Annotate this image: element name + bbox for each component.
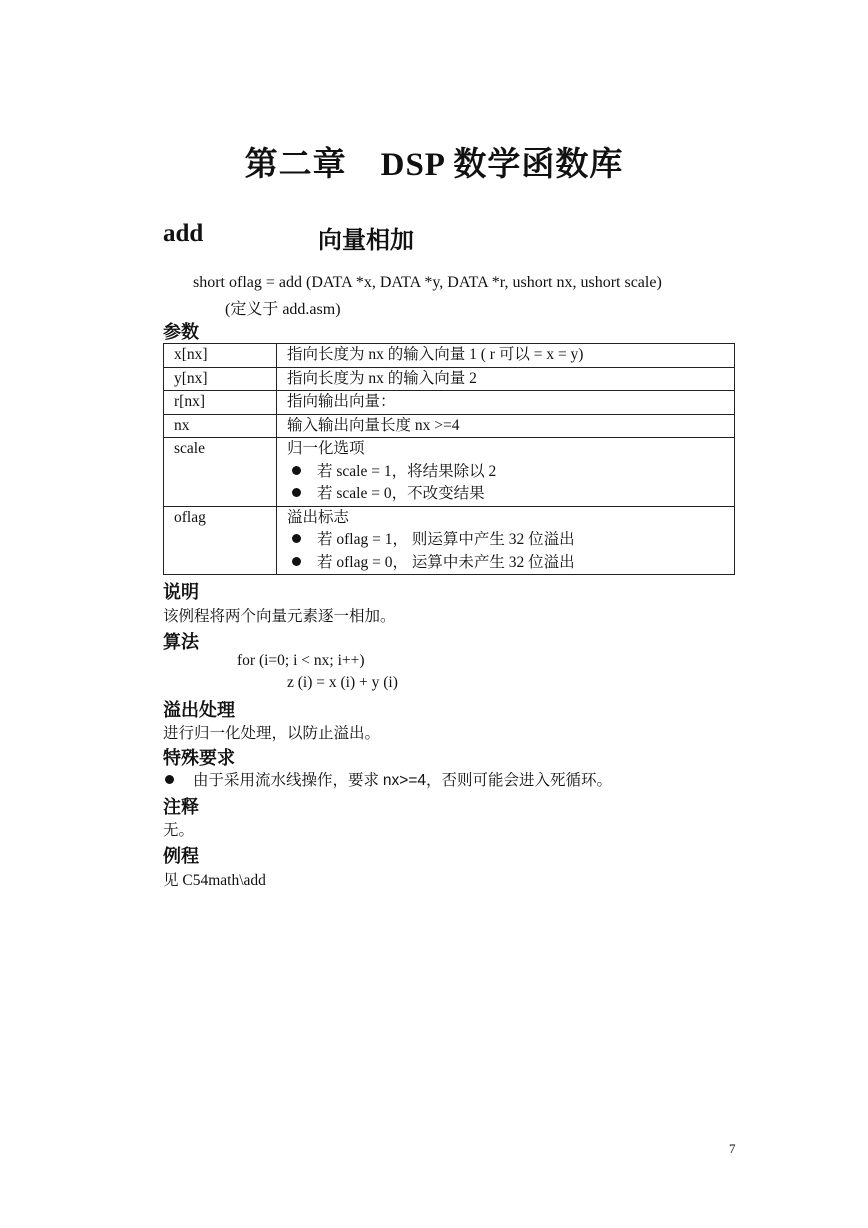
param-bullet-text: 若 scale = 1，将结果除以 2: [317, 462, 497, 480]
section-heading-notes: 注释: [163, 797, 199, 818]
explanation-text: 该例程将两个向量元素逐一相加。: [163, 608, 396, 625]
table-row: [164, 506, 735, 575]
param-name: y[nx]: [164, 367, 277, 391]
defined-in: (定义于 add.asm): [225, 301, 341, 318]
section-heading-special: 特殊要求: [163, 748, 235, 769]
example-text: 见 C54math\add: [163, 872, 266, 889]
table-row: [164, 438, 735, 507]
param-name: x[nx]: [164, 344, 277, 368]
param-bullet-text: 若 oflag = 1， 则运算中产生 32 位溢出: [317, 531, 575, 548]
special-req-text-before: 由于采用流水线操作，要求: [193, 772, 383, 789]
param-desc-cell: [277, 438, 735, 507]
function-prototype: short oflag = add (DATA *x, DATA *y, DATA *r, ushort nx, ushort scale): [193, 274, 662, 291]
special-requirement: [163, 768, 612, 790]
section-heading-params: 参数: [163, 322, 199, 343]
param-name: nx: [164, 414, 277, 438]
section-heading-algorithm: 算法: [163, 632, 199, 653]
param-bullet-item: [287, 552, 734, 575]
section-heading-overflow: 溢出处理: [163, 700, 235, 721]
bullet-icon: [287, 529, 317, 552]
param-desc: 溢出标志: [287, 508, 350, 526]
param-bullet-text: 若 oflag = 0， 运算中未产生 32 位溢出: [317, 553, 575, 571]
param-desc: 指向长度为 nx 的输入向量 1 ( r 可以 = x = y): [277, 344, 735, 368]
param-bullet-item: [287, 529, 734, 552]
bullet-icon: [287, 483, 317, 506]
params-table: [163, 343, 735, 575]
bullet-icon: [163, 772, 193, 790]
table-row: [164, 391, 735, 415]
special-req-code: nx>=4: [382, 772, 426, 789]
param-desc: 指向输出向量：: [277, 391, 735, 415]
section-heading-example: 例程: [163, 846, 199, 867]
overflow-text: 进行归一化处理，以防止溢出。: [163, 725, 381, 742]
special-req-text-after: ，否则可能会进入死循环。: [426, 772, 613, 789]
param-desc-cell: [277, 506, 735, 575]
algorithm-line-1: for (i=0; i < nx; i++): [237, 652, 365, 669]
bullet-icon: [287, 461, 317, 484]
section-heading-explanation: 说明: [163, 582, 199, 603]
table-row: [164, 367, 735, 391]
chapter-title: 第二章 DSP 数学函数库: [244, 147, 624, 183]
param-bullet-item: [287, 461, 734, 484]
param-desc: 归一化选项: [287, 440, 365, 457]
table-row: [164, 344, 735, 368]
bullet-icon: [287, 552, 317, 575]
param-desc: 指向长度为 nx 的输入向量 2: [277, 367, 735, 391]
notes-text: 无。: [163, 822, 195, 839]
param-name: scale: [164, 438, 277, 507]
table-row: [164, 414, 735, 438]
function-description: 向量相加: [318, 226, 414, 254]
function-name: add: [163, 220, 204, 247]
param-desc: 输入输出向量长度 nx >=4: [277, 414, 735, 438]
param-name: oflag: [164, 506, 277, 575]
param-bullet-item: [287, 483, 734, 506]
param-name: r[nx]: [164, 391, 277, 415]
algorithm-line-2: z (i) = x (i) + y (i): [287, 674, 398, 691]
param-bullet-text: 若 scale = 0，不改变结果: [317, 485, 485, 502]
page-number: 7: [729, 1141, 736, 1156]
